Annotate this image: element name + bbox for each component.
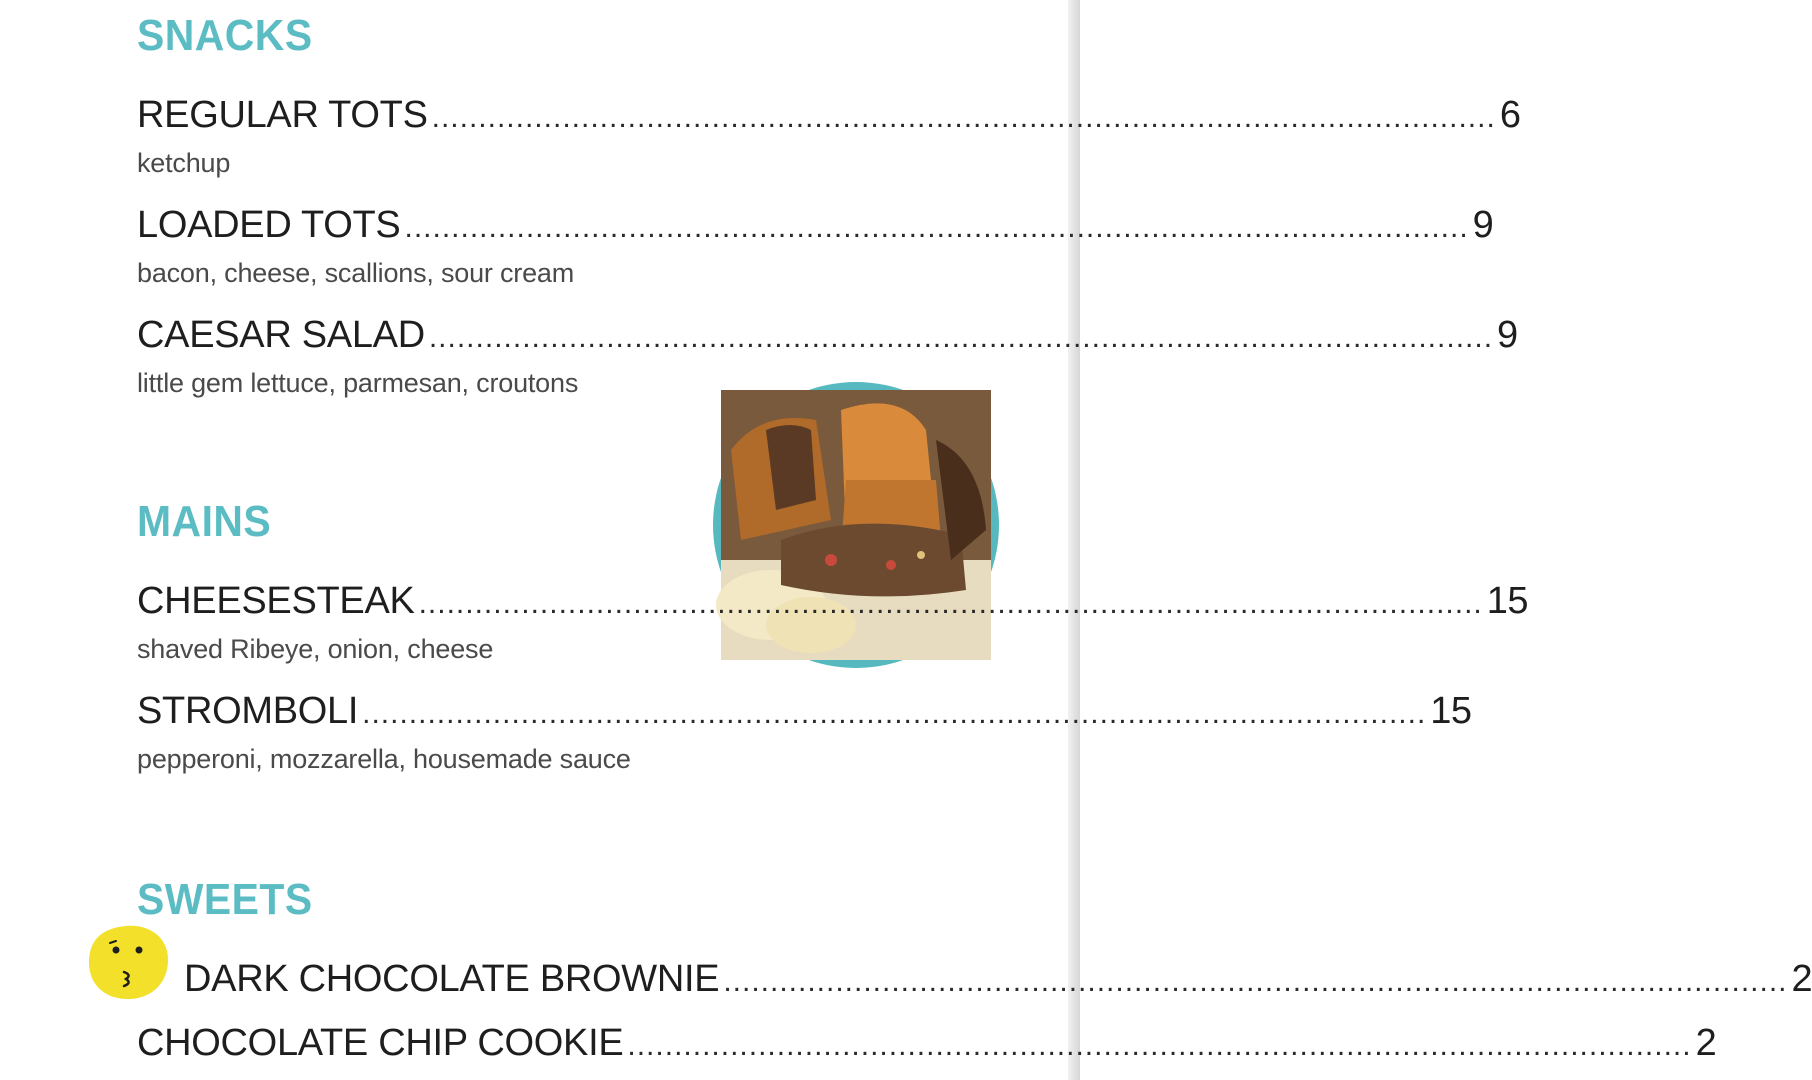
leader-dots: .................................................................................................................. <box>627 1029 1692 1062</box>
item-description: ketchup <box>137 148 231 178</box>
page-edge-shadow <box>1068 0 1080 1080</box>
item-price: 2 <box>1695 1022 1717 1064</box>
item-price: 2 <box>1791 958 1812 1000</box>
section-title-snacks: SNACKS <box>137 11 313 60</box>
menu-item-stromboli <box>137 690 1472 775</box>
item-price: 9 <box>1472 204 1494 246</box>
item-name: STROMBOLI <box>137 690 359 732</box>
section-title-mains: MAINS <box>137 497 272 546</box>
item-name: CHEESESTEAK <box>137 580 415 622</box>
leader-dots: .................................................................................................................. <box>431 101 1496 134</box>
kissing-face-sticker-icon <box>86 922 170 1002</box>
item-description: little gem lettuce, parmesan, croutons <box>137 368 579 398</box>
item-description: pepperoni, mozzarella, housemade sauce <box>137 744 631 774</box>
leader-dots: .................................................................................................................. <box>362 697 1427 730</box>
item-price: 6 <box>1499 94 1521 136</box>
menu-item-chocolate-chip-cookie <box>137 1022 1717 1064</box>
cheesesteak-photo <box>713 382 999 668</box>
leader-dots: .................................................................................................................. <box>404 211 1469 244</box>
menu-item-dark-chocolate-brownie <box>184 958 1812 1000</box>
item-price: 15 <box>1430 690 1472 732</box>
menu-item-caesar-salad <box>137 314 1518 399</box>
item-name: DARK CHOCOLATE BROWNIE <box>184 958 720 1000</box>
menu-item-cheesesteak <box>137 580 1529 665</box>
item-name: LOADED TOTS <box>137 204 401 246</box>
item-price: 15 <box>1486 580 1529 622</box>
item-name: REGULAR TOTS <box>137 94 428 136</box>
leader-dots: .................................................................................................................. <box>428 321 1494 354</box>
item-description: bacon, cheese, scallions, sour cream <box>137 258 575 288</box>
menu-item-loaded-tots <box>137 204 1494 289</box>
leader-dots: .................................................................................................................. <box>418 587 1483 620</box>
item-name: CAESAR SALAD <box>137 314 425 356</box>
item-description: shaved Ribeye, onion, cheese <box>137 634 494 664</box>
leader-dots: .................................................................................................................. <box>723 965 1788 998</box>
menu-item-regular-tots <box>137 94 1521 179</box>
section-title-sweets: SWEETS <box>137 875 313 924</box>
item-name: CHOCOLATE CHIP COOKIE <box>137 1022 624 1064</box>
item-price: 9 <box>1497 314 1518 356</box>
